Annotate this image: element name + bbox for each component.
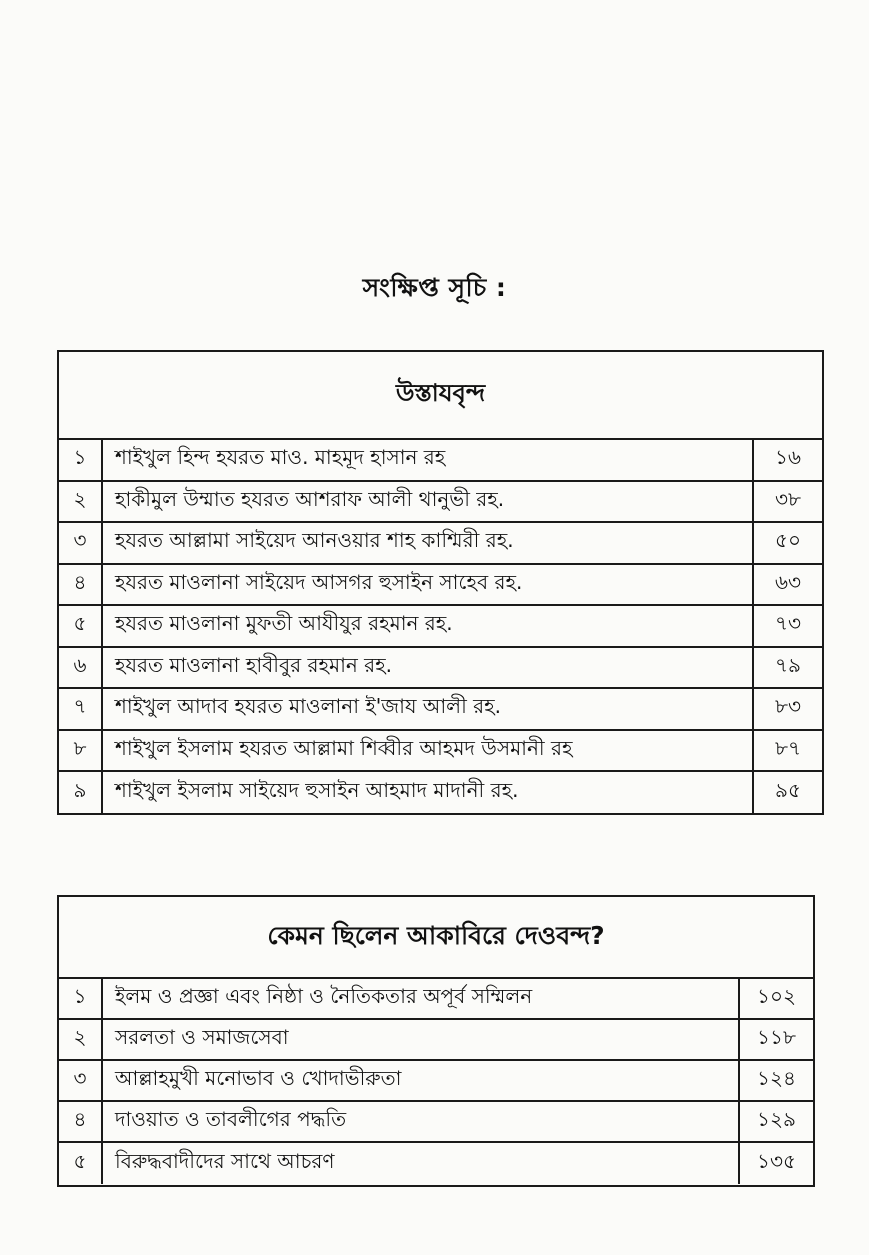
entry-number: ৫	[59, 1143, 103, 1184]
entry-title: আল্লাহমুখী মনোভাব ও খোদাভীরুতা	[103, 1061, 740, 1100]
entry-page-number: ১২৪	[757, 1066, 796, 1090]
entry-number: ২	[59, 1020, 103, 1059]
entry-page-number: ৩৮	[775, 486, 801, 511]
toc-row	[59, 648, 822, 690]
toc-row	[59, 731, 822, 773]
entry-page-number: ৭৩	[774, 611, 801, 636]
entry-page-number: ৯৫	[775, 778, 801, 803]
toc-row	[59, 1143, 813, 1184]
toc-row	[59, 565, 822, 607]
toc-row	[59, 1102, 813, 1143]
entry-number: ৭	[59, 689, 103, 729]
entry-page-number: ৮৭	[775, 735, 801, 760]
entry-page-number: ৭৯	[775, 652, 801, 677]
entry-title: দাওয়াত ও তাবলীগের পদ্ধতি	[103, 1102, 740, 1141]
entry-number: ৪	[59, 565, 103, 605]
entry-title: ইলম ও প্রজ্ঞা এবং নিষ্ঠা ও নৈতিকতার অপূর্ব সম্মিলন	[103, 979, 740, 1018]
toc-row	[59, 606, 822, 648]
entry-number: ৪	[59, 1102, 103, 1141]
section-heading: উস্তাযবৃন্দ	[59, 352, 822, 440]
entry-number: ৬	[59, 648, 103, 688]
entry-page-number: ১২৯	[757, 1107, 796, 1131]
toc-row	[59, 482, 822, 524]
entry-number: ১	[59, 979, 103, 1018]
entry-title: হাকীমুল উম্মাত হযরত আশরাফ আলী থানুভী রহ.	[103, 482, 754, 522]
entry-title: শাইখুল আদাব হযরত মাওলানা ই'জায আলী রহ.	[103, 689, 754, 729]
entry-title: বিরুদ্ধবাদীদের সাথে আচরণ	[103, 1143, 740, 1184]
toc-row	[59, 440, 822, 482]
entry-number: ৩	[59, 523, 103, 563]
entry-title: হযরত আল্লামা সাইয়েদ আনওয়ার শাহ কাশ্মিরী রহ.	[103, 523, 754, 563]
entry-number: ২	[59, 482, 103, 522]
entry-page-number: ১৩৫	[757, 1149, 796, 1173]
toc-row	[59, 979, 813, 1020]
toc-row	[59, 772, 822, 814]
entry-page-number: ১০২	[757, 984, 796, 1008]
toc-row	[59, 1061, 813, 1102]
entry-title: শাইখুল ইসলাম হযরত আল্লামা শিব্বীর আহমদ উসমানী রহ	[103, 731, 754, 771]
entry-page-number: ৫০	[775, 528, 801, 553]
entry-number: ৯	[59, 772, 103, 814]
entry-number: ৫	[59, 606, 103, 646]
page-title: সংক্ষিপ্ত সূচি :	[362, 273, 507, 302]
entry-title: হযরত মাওলানা সাইয়েদ আসগর হুসাইন সাহেব রহ.	[103, 565, 754, 605]
toc-row	[59, 689, 822, 731]
entry-number: ৩	[59, 1061, 103, 1100]
entry-title: হযরত মাওলানা হাবীবুর রহমান রহ.	[103, 648, 754, 688]
toc-row	[59, 523, 822, 565]
entry-page-number: ৬৩	[774, 569, 801, 594]
entry-number: ১	[59, 440, 103, 480]
section-heading: কেমন ছিলেন আকাবিরে দেওবন্দ?	[59, 897, 813, 979]
entry-title: হযরত মাওলানা মুফতী আযীযুর রহমান রহ.	[103, 606, 754, 646]
toc-table-ustazbrinda	[57, 350, 824, 815]
entry-title: শাইখুল ইসলাম সাইয়েদ হুসাইন আহমাদ মাদানী রহ.	[103, 772, 754, 814]
entry-title: শাইখুল হিন্দ হযরত মাও. মাহমূদ হাসান রহ	[103, 440, 754, 480]
entry-number: ৮	[59, 731, 103, 771]
entry-page-number: ৮৩	[775, 694, 801, 719]
entry-page-number: ১১৮	[757, 1025, 796, 1049]
entry-page-number: ১৬	[775, 445, 801, 470]
entry-title: সরলতা ও সমাজসেবা	[103, 1020, 740, 1059]
toc-table-akabir	[57, 895, 815, 1187]
toc-row	[59, 1020, 813, 1061]
